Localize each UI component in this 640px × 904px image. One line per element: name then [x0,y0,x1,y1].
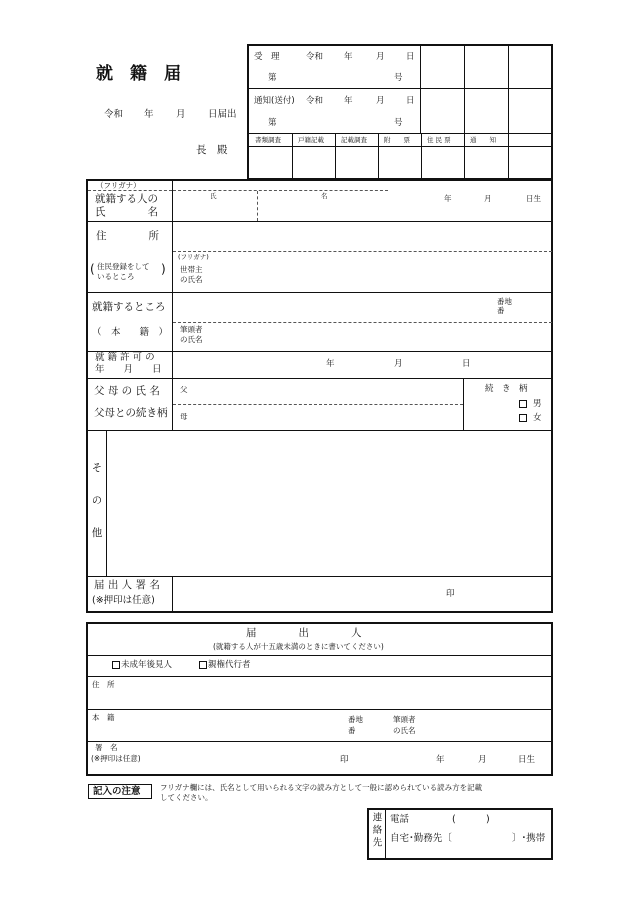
notes-text: フリガナ欄には、氏名として用いられる文字の読み方として一般に認められている読み方を記載 してください。 [160,783,483,802]
address-furigana: (フリガナ) [178,253,209,261]
contact-home-work[interactable]: 自宅･勤務先〔 〕･携帯 [390,833,546,844]
banchi-label: 番地 番 [497,297,512,315]
honseki-label: 就籍するところ （ 本 籍 ） [92,301,169,338]
parental-label: 親権代行者 [208,660,251,670]
other-field[interactable] [108,432,551,574]
notifier-head-label: 筆頭者 の氏名 [393,715,416,735]
notifier-banchi: 番地 番 [348,715,363,735]
female-checkbox[interactable] [519,414,527,422]
parental-checkbox[interactable] [199,661,207,669]
check-headers: 書類調査 戸籍記載 記載調査 附 票 住 民 票 通 知 [255,136,496,144]
notice-row: 通知(送付) 令和 年 月 日 第 号 [254,96,415,128]
honseki-field[interactable] [174,294,551,321]
signature-label: 届 出 人 署 名 (※押印は任意) [92,579,160,606]
form-title: 就 籍 届 [96,64,181,84]
birth-date[interactable]: 年 月 日生 [444,194,541,203]
guardian-label: 未成年後見人 [121,660,173,670]
subject-name-label: （フリガナ） 就籍する人の 氏 名 [95,181,158,218]
relation-label: 続 き 柄 [485,384,528,394]
addressee: 長 殿 [196,144,228,156]
householder-label: 世帯主 の氏名 [180,265,203,284]
male-checkbox[interactable] [519,400,527,408]
address-label: 住 所 [96,230,159,242]
signature-field[interactable] [174,578,551,611]
other-label: その他 [90,462,103,560]
surname-field[interactable]: 氏 [210,192,217,200]
contact-label: 連絡先 [370,812,382,850]
contact-phone[interactable]: 電話 ( ) [390,814,490,825]
parents-label: 父 母 の 氏 名 父母との続き柄 [94,385,168,419]
notifier-honseki-label: 本 籍 [92,713,115,722]
notifier-address-label: 住 所 [92,680,115,689]
signature-seal: 印 [446,589,455,599]
notifier-subtitle: (就籍する人が十五歳未満のときに書いてください) [213,642,384,651]
permission-label: 就 籍 許 可 の 年 月 日 [95,352,162,375]
notifier-title: 届 出 人 [246,627,362,639]
given-name-field[interactable]: 名 [321,192,328,200]
permission-date[interactable]: 年 月 日 [326,359,471,369]
notifier-birth-date[interactable]: 年 月 日生 [436,755,536,765]
address-field[interactable] [174,222,551,250]
head-of-family-label: 筆頭者 の氏名 [180,325,203,344]
father-field[interactable]: 父 [180,385,188,394]
notifier-sign-label: 署 名 (※押印は任意) [91,743,141,763]
notes-label: 記入の注意 [88,784,152,799]
female-label: 女 [533,413,542,423]
notifier-address-field[interactable] [130,678,550,708]
received-row: 受 理 令和 年 月 日 第 号 [254,52,415,83]
address-note: ( 住民登録をして いるところ ) [90,262,166,281]
filing-date: 令和 年 月 日届出 [104,109,237,120]
guardian-checkbox[interactable] [112,661,120,669]
mother-field[interactable]: 母 [180,412,188,421]
male-label: 男 [533,399,542,409]
notifier-seal: 印 [340,755,349,765]
